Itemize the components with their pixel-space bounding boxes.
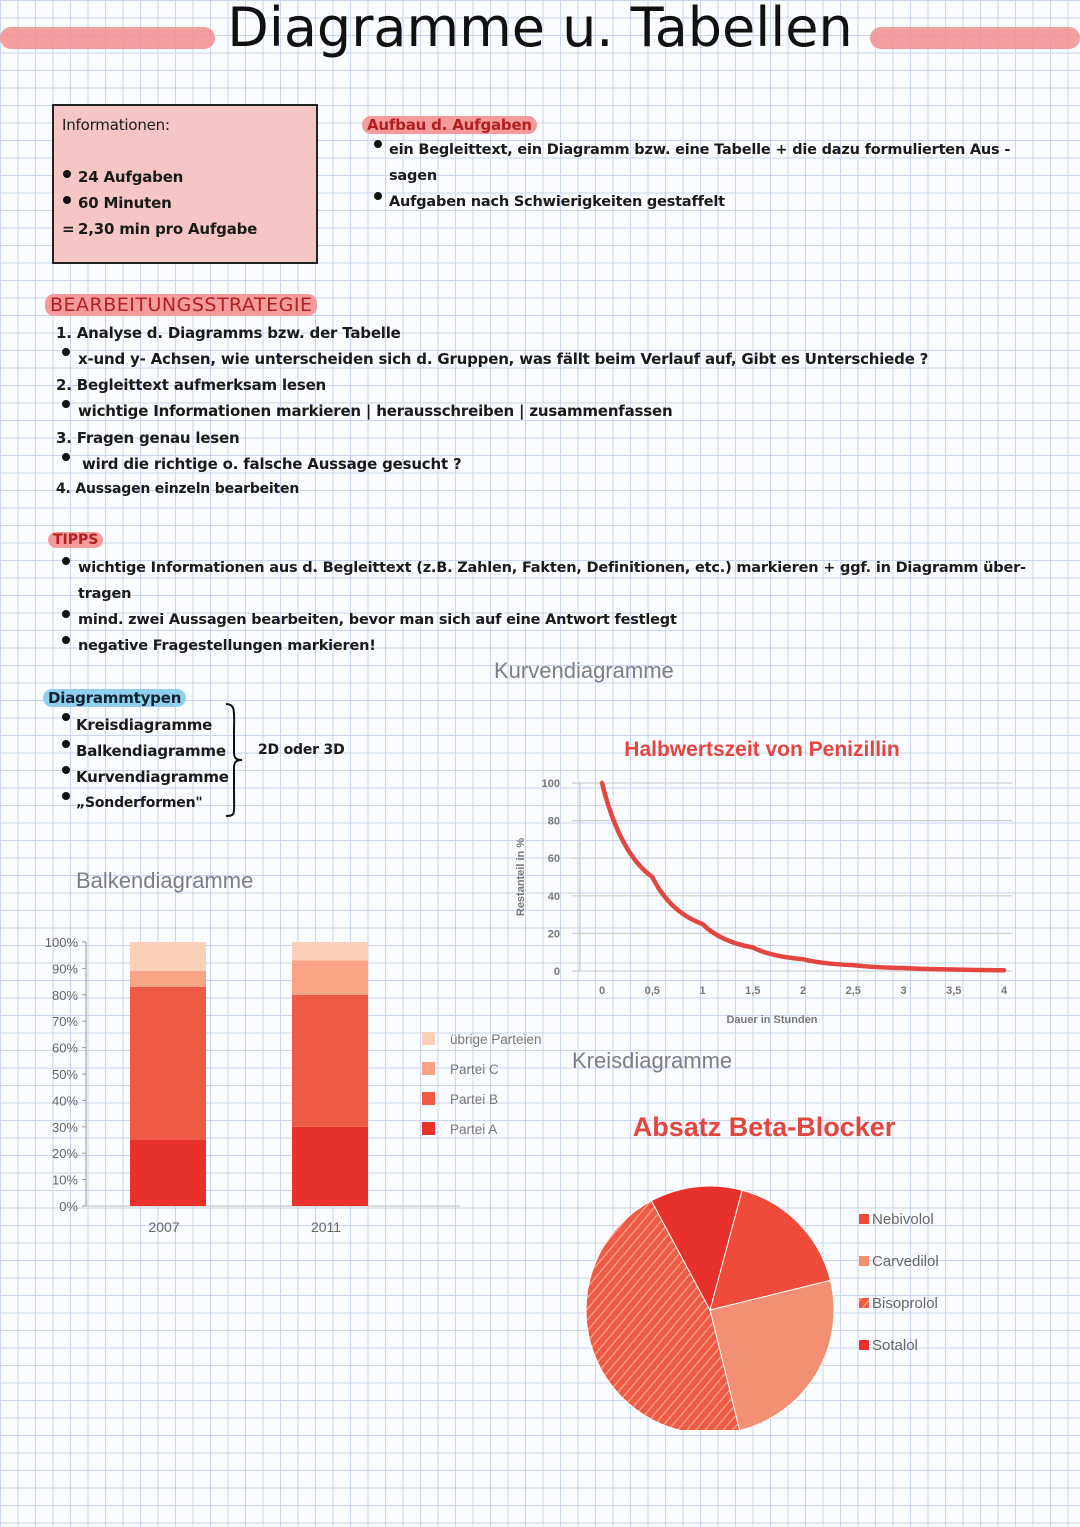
y-tick-label: 20 [547, 928, 560, 941]
page-title: Diagramme u. Tabellen [227, 0, 853, 59]
aufbau-item-cont: sagen [389, 168, 437, 184]
legend-label: Bisoprolol [872, 1295, 938, 1312]
y-tick-label: 70% [51, 1014, 78, 1030]
pie-chart [570, 1100, 1070, 1430]
legend-label: übrige Parteien [450, 1032, 542, 1047]
y-tick-label: 80 [547, 815, 560, 828]
info-result: 2,30 min pro Aufgabe [78, 220, 258, 238]
info-heading: Informationen: [62, 116, 170, 134]
diagrammtypen-heading [43, 689, 186, 707]
bullet-icon [62, 713, 70, 721]
bar-segment [130, 987, 206, 1140]
bullet-icon [62, 348, 70, 356]
bar-segment [130, 942, 206, 971]
y-tick-label: 90% [51, 961, 78, 977]
aufbau-item: Aufgaben nach Schwierigkeiten gestaffelt [389, 194, 725, 210]
bullet-icon [62, 740, 70, 748]
legend-swatch [422, 1062, 435, 1075]
x-tick-label: 2 [799, 985, 807, 997]
y-tick-label: 0 [553, 966, 560, 978]
y-tick-label: 100 [541, 778, 560, 790]
y-tick-label: 40% [51, 1093, 78, 1109]
equals-sign: = [62, 220, 75, 238]
bar-segment [292, 942, 368, 960]
aufbau-item: ein Begleittext, ein Diagramm bzw. eine Tabelle + die dazu formulierten Aus - [389, 142, 1011, 158]
y-axis-label: Restanteil in % [515, 837, 527, 917]
bullet-icon [63, 170, 71, 178]
legend-label: Partei C [450, 1062, 499, 1077]
bullet-icon [62, 766, 70, 774]
tipps-item: negative Fragestellungen markieren! [78, 638, 376, 654]
y-tick-label: 10% [51, 1172, 78, 1188]
halbwertszeit-line [602, 783, 1004, 970]
bar-segment [292, 995, 368, 1127]
tipps-item-cont: tragen [78, 586, 132, 602]
diagrammtyp-note: 2D oder 3D [258, 742, 345, 758]
bar-segment [292, 1127, 368, 1206]
curly-brace [222, 702, 246, 818]
diagrammtyp-item: „Sonderformen" [76, 795, 203, 811]
y-tick-label: 60 [547, 853, 560, 866]
strategie-step: 1. Analyse d. Diagramms bzw. der Tabelle [56, 324, 401, 342]
legend-swatch [859, 1298, 869, 1308]
info-item: 24 Aufgaben [78, 168, 184, 186]
diagrammtyp-item: Balkendiagramme [76, 742, 226, 760]
x-tick-label: 3 [900, 985, 907, 997]
legend-swatch [859, 1256, 869, 1266]
diagrammtyp-item: Kreisdiagramme [76, 716, 213, 734]
strategie-heading-text: BEARBEITUNGSSTRATEGIE [45, 294, 317, 316]
x-tick-label: 0 [598, 985, 606, 997]
legend-swatch [422, 1092, 435, 1105]
legend-swatch [859, 1340, 869, 1350]
section-label-kurven: Kurvendiagramme [494, 658, 674, 683]
y-tick-label: 40 [547, 890, 560, 903]
x-tick-label: 3,5 [946, 985, 962, 997]
section-label-balken: Balkendiagramme [76, 868, 254, 893]
strategie-heading [45, 294, 317, 316]
y-tick-label: 100% [44, 935, 78, 950]
legend-label: Partei B [450, 1092, 499, 1107]
y-tick-label: 50% [51, 1067, 78, 1082]
line-chart-title: Halbwertszeit von Penizillin [624, 738, 900, 761]
strategie-detail: wichtige Informationen markieren | herausschreiben | zusammenfassen [78, 402, 673, 420]
legend-swatch [859, 1214, 869, 1224]
x-tick-label: 2011 [310, 1219, 342, 1235]
x-tick-label: 0,5 [644, 985, 660, 997]
bullet-icon [374, 140, 382, 148]
y-tick-label: 20% [51, 1146, 78, 1162]
y-tick-label: 60% [51, 1040, 78, 1056]
strategie-detail: x-und y- Achsen, wie unterscheiden sich d. Gruppen, was fällt beim Verlauf auf, Gibt es Unterschiede ? [78, 350, 929, 368]
section-label-kreis: Kreisdiagramme [572, 1048, 733, 1073]
y-tick-label: 30% [51, 1119, 78, 1135]
x-axis-label: Dauer in Stunden [726, 1014, 818, 1026]
info-item: 60 Minuten [78, 194, 172, 212]
legend-label: Carvedilol [872, 1253, 939, 1270]
bullet-icon [62, 400, 70, 408]
legend-swatch [422, 1032, 435, 1045]
legend-swatch [422, 1122, 435, 1135]
strategie-step: 3. Fragen genau lesen [56, 429, 240, 447]
x-tick-label: 2007 [148, 1219, 180, 1235]
x-tick-label: 4 [1000, 985, 1008, 997]
x-tick-label: 1,5 [745, 985, 761, 997]
strategie-step: 4. Aussagen einzeln bearbeiten [56, 481, 300, 497]
bullet-icon [62, 610, 70, 618]
aufbau-heading [362, 116, 537, 134]
x-tick-label: 1 [699, 985, 706, 997]
aufbau-heading-text: Aufbau d. Aufgaben [362, 116, 537, 134]
info-box [52, 104, 318, 264]
x-tick-label: 2,5 [845, 985, 861, 997]
diagrammtypen-heading-text: Diagrammtypen [43, 689, 186, 707]
strategie-step: 2. Begleittext aufmerksam lesen [56, 376, 327, 394]
legend-label: Sotalol [872, 1337, 918, 1354]
y-tick-label: 0% [59, 1199, 78, 1214]
bullet-icon [62, 453, 70, 461]
y-tick-label: 80% [51, 987, 78, 1003]
bar-segment [292, 960, 368, 994]
tipps-heading-text: TIPPS [48, 532, 103, 548]
bar-segment [130, 1140, 206, 1206]
pie-title: Absatz Beta-Blocker [632, 1112, 896, 1142]
legend-label: Partei A [450, 1122, 498, 1137]
bullet-icon [62, 792, 70, 800]
tipps-item: wichtige Informationen aus d. Begleittext (z.B. Zahlen, Fakten, Definitionen, etc.) markieren + ggf. in Diagramm über- [78, 560, 1026, 576]
line-chart [500, 726, 1060, 1036]
legend-label: Nebivolol [872, 1211, 934, 1228]
bar-segment [130, 971, 206, 987]
bullet-icon [62, 557, 70, 565]
tipps-item: mind. zwei Aussagen bearbeiten, bevor man sich auf eine Antwort festlegt [78, 612, 677, 628]
bar-chart [30, 925, 570, 1245]
bullet-icon [62, 636, 70, 644]
tipps-heading [48, 532, 103, 548]
diagrammtyp-item: Kurvendiagramme [76, 768, 229, 786]
bullet-icon [63, 196, 71, 204]
bullet-icon [374, 192, 382, 200]
strategie-detail: wird die richtige o. falsche Aussage gesucht ? [82, 455, 462, 473]
